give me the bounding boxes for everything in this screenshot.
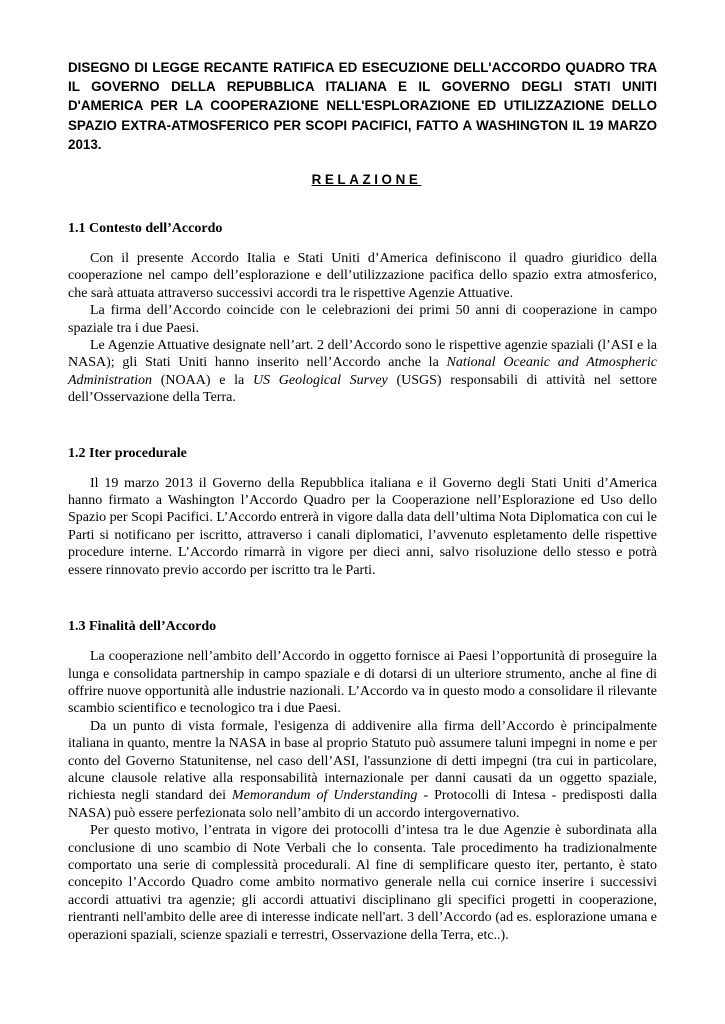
- section-heading: 1.1 Contesto dell’Accordo: [68, 221, 223, 237]
- paragraph: [68, 337, 657, 407]
- document-title: DISEGNO DI LEGGE RECANTE RATIFICA ED ESECUZIONE DELL'ACCORDO QUADRO TRA IL GOVERNO DELLA REPUBBLICA ITALIANA E IL GOVERNO DEGLI STATI UNITI D'AMERICA PER LA COOPERAZIONE NELL'ESPLORAZIONE ED UTILIZZAZIONE DELLO SPAZIO EXTRA-ATMOSFERICO PER SCOPI PACIFICI, FATTO A WASHINGTON IL 19 MARZO 2013.: [68, 60, 657, 152]
- paragraph: Per questo motivo, l’entrata in vigore dei protocolli d’intesa tra le due Agenzie è subordinata alla conclusione di uno scambio di Note Verbali che lo consenta. Tale procedimento ha tradizionalmente comportato una serie di complessità procedurali. Al fine di semplificare questo iter, pertanto, è stato concepito l’Accordo Quadro come ambito normativo generale nella cui cornice inserire i successivi accordi attuativi tra agenzie; gli accordi attuativi disciplinano gli specifici progetti in cooperazione, rientranti nell'ambito delle aree di interesse indicate nell'art. 3 dell’Accordo (ad es. esplorazione umana e operazioni spaziali, scienze spaziali e terrestri, Osservazione della Terra, etc..).: [68, 823, 657, 943]
- italic-text-run: National Oceanic and Atmospheric Administration: [68, 355, 657, 388]
- paragraph: Il 19 marzo 2013 il Governo della Repubblica italiana e il Governo degli Stati Uniti d’America hanno firmato a Washington l’Accordo Quadro per la Cooperazione nell’Esplorazione ed Uso dello Spazio per Scopi Pacifici. L’Accordo entrerà in vigore dalla data dell’ultima Nota Diplomatica con cui le Parti si notificano per iscritto, attraverso i canali diplomatici, l’avvenuto espletamento delle rispettive procedure interne. L’Accordo rimarrà in vigore per dieci anni, salvo risoluzione dello stesso e potrà essere rinnovato previo accordo per iscritto tra le Parti.: [68, 475, 657, 578]
- paragraph: La firma dell’Accordo coincide con le celebrazioni dei primi 50 anni di cooperazione in campo spaziale tra i due Paesi.: [68, 303, 657, 336]
- section-heading: 1.2 Iter procedurale: [68, 445, 187, 461]
- paragraph: Con il presente Accordo Italia e Stati Uniti d’America definiscono il quadro giuridico della cooperazione nel campo dell’esplorazione e dell’utilizzazione pacifica dello spazio extra atmosferico, che sarà attuata attraverso successivi accordi tra le rispettive Agenzie Attuative.: [68, 251, 657, 301]
- text-run: - Protocolli di Intesa - predisposti dalla NASA) può essere perfezionata solo nell’ambito di un accordo intergovernativo.: [68, 788, 657, 821]
- paragraph: La cooperazione nell’ambito dell’Accordo in oggetto fornisce ai Paesi l’opportunità di proseguire la lunga e consolidata partnership in campo spaziale e di dotarsi di un ulteriore strumento, anche al fine di offrire nuove opportunità alle industrie nazionali. L’Accordo va in questo modo a consolidare il rilevante scambio scientifico e tecnologico tra i due Paesi.: [68, 649, 657, 717]
- section-finalita: [68, 618, 657, 944]
- section-heading: 1.3 Finalità dell’Accordo: [68, 619, 217, 635]
- text-run: Da un punto di vista formale, l'esigenza di addivenire alla firma dell’Accordo è principalmente italiana in quanto, mentre la NASA in base al proprio Statuto può assumere taluni impegni in nome e per conto del Governo Statunitense, nel caso dell’ASI, l'assunzione di detti impegni (tra cui in particolare, alcune clausole relative alla responsabilità internazionale per danni causati da un oggetto spaziale, richiesta negli standard dei: [68, 718, 657, 804]
- section-contesto: [68, 220, 657, 407]
- paragraph: [68, 718, 657, 822]
- document-page: [68, 58, 657, 944]
- document-subtitle: RELAZIONE: [311, 172, 422, 188]
- section-iter-procedurale: [68, 445, 657, 579]
- italic-text-run: Memorandum of Understanding: [231, 788, 418, 804]
- italic-text-run: US Geological Survey: [252, 372, 388, 388]
- text-run: (NOAA) e la: [152, 372, 253, 388]
- text-run: Le Agenzie Attuative designate nell’art. 2 dell’Accordo sono le rispettive agenzie spaziali (l’ASI e la NASA); gli Stati Uniti hanno inserito nell’Accordo anche la: [68, 338, 657, 371]
- text-run: (USGS) responsabili di attività nel settore dell’Osservazione della Terra.: [68, 372, 657, 406]
